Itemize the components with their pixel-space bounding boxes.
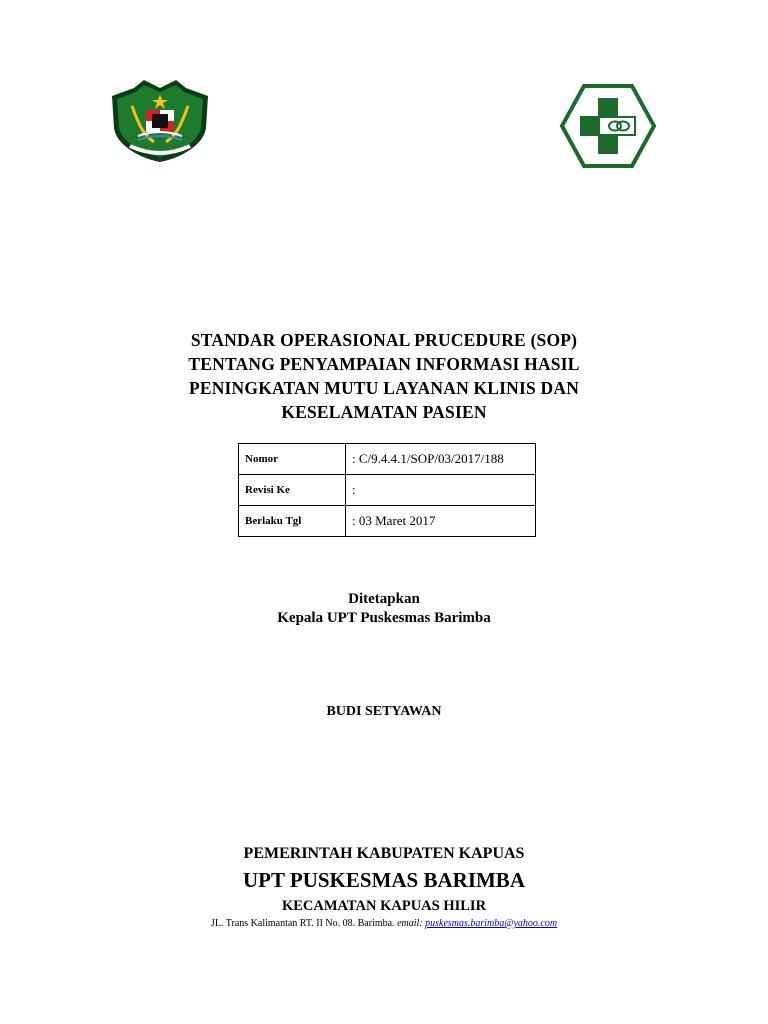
nomor-label: Nomor [239,444,346,475]
table-row [239,475,536,506]
ditetapkan-text: Ditetapkan [348,591,420,607]
sop-info-table [238,443,536,537]
government-name: PEMERINTAH KABUPATEN KAPUAS [243,845,525,862]
title-line-3: PENINGKATAN MUTU LAYANAN KLINIS DAN [188,378,580,398]
signer-name: BUDI SETYAWAN [326,704,442,719]
institution-footer [0,844,768,931]
kabupaten-kapuas-emblem-icon [108,78,212,164]
revisi-label: Revisi Ke [239,475,346,506]
approval-block [0,590,768,628]
email-label: email: [397,918,423,929]
document-title [0,328,768,424]
table-row [239,506,536,537]
nomor-value: : C/9.4.4.1/SOP/03/2017/188 [346,444,536,475]
email-link[interactable]: puskesmas.barimba@yahoo.com [425,918,558,929]
approver-title: Kepala UPT Puskesmas Barimba [277,610,491,626]
revisi-value: : [346,475,536,506]
address-text: JL. Trans Kalimantan RT. II No. 08. Barimba. [210,918,395,929]
berlaku-value: : 03 Maret 2017 [346,506,536,537]
table-row [239,444,536,475]
title-line-1: STANDAR OPERASIONAL PRUCEDURE (SOP) [190,330,578,350]
district-name: KECAMATAN KAPUAS HILIR [281,898,487,914]
institution-name: UPT PUSKESMAS BARIMBA [243,868,525,892]
berlaku-label: Berlaku Tgl [239,506,346,537]
title-line-2: TENTANG PENYAMPAIAN INFORMASI HASIL [188,354,580,374]
puskesmas-logo-icon [560,84,656,168]
address-line [0,917,768,931]
title-line-4: KESELAMATAN PASIEN [281,402,487,422]
